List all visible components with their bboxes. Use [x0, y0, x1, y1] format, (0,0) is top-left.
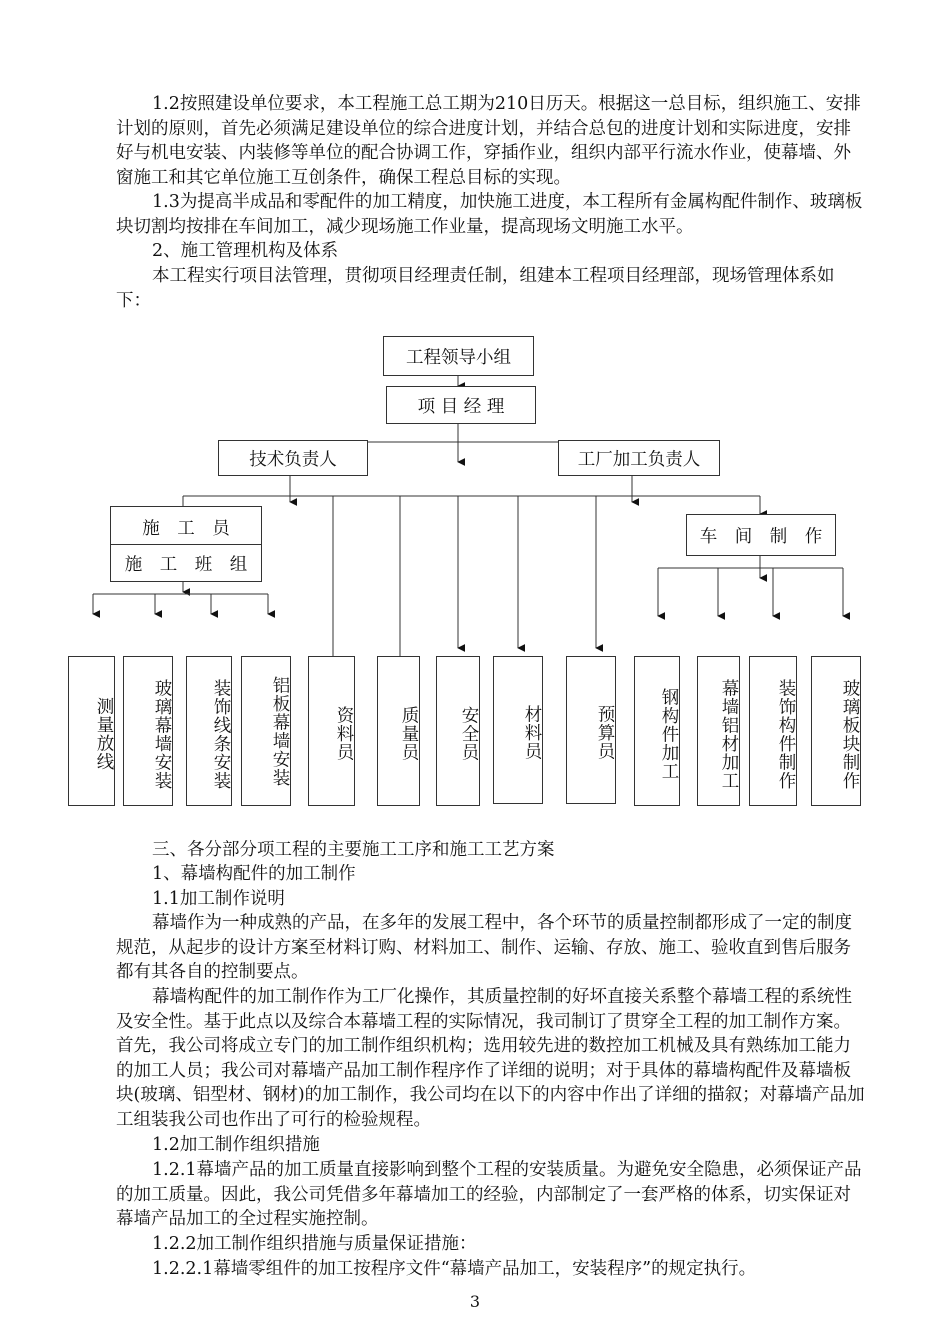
unit-box: 测量放线 — [68, 656, 115, 806]
heading-management: 2、施工管理机构及体系 — [152, 241, 339, 261]
unit-box: 质量员 — [377, 656, 420, 806]
org-construction-team: 施 工 班 组 — [110, 544, 262, 582]
unit-box: 安全员 — [436, 656, 480, 806]
paragraph-workshop: 1.3为提高半成品和零配件的加工精度，加快施工进度，本工程所有金属构配件制作、玻璃板块切割均按排在车间加工，减少现场施工作业量，提高现场文明施工水平。 — [116, 192, 863, 237]
unit-box: 钢构件加工 — [634, 656, 680, 806]
org-tech-lead: 技术负责人 — [218, 440, 368, 476]
unit-box: 装饰线条安装 — [186, 656, 232, 806]
paragraph-schedule: 1.2按照建设单位要求，本工程施工总工期为210日历天。根据这一总目标，组织施工、安排计划的原则，首先必须满足建设单位的综合进度计划，并结合总包的进度计划和实际进度，安排好与机电安装、内装修等单位的配合协调工作，穿插作业，组织内部平行流水作业，使幕墙、外窗施工和其它单位施工互创条件，确保工程总目标的实现。 — [116, 94, 861, 188]
unit-box: 预算员 — [566, 656, 616, 804]
org-workshop: 车 间 制 作 — [686, 514, 836, 556]
paragraph-management: 本工程实行项目法管理，贯彻项目经理责任制，组建本工程项目经理部，现场管理体系如下： — [116, 266, 835, 311]
org-factory-lead: 工厂加工负责人 — [558, 440, 720, 476]
heading-1-1: 1.1加工制作说明 — [152, 889, 285, 909]
unit-box: 资料员 — [308, 656, 355, 806]
unit-box: 铝板幕墙安装 — [241, 656, 291, 806]
unit-box: 材料员 — [493, 656, 543, 804]
heading-1-2: 1.2加工制作组织措施 — [152, 1135, 320, 1155]
paragraph-intro: 幕墙作为一种成熟的产品，在多年的发展工程中，各个环节的质量控制都形成了一定的制度规范，从起步的设计方案至材料订购、材料加工、制作、运输、存放、施工、验收直到售后服务都有其各自的控制要点。 — [116, 913, 852, 982]
unit-box: 玻璃幕墙安装 — [123, 656, 173, 806]
paragraph-1-2-2-1: 1.2.2.1幕墙零组件的加工按程序文件“幕墙产品加工，安装程序”的规定执行。 — [152, 1259, 757, 1279]
unit-box: 玻璃板块制作 — [811, 656, 861, 806]
page-number: 3 — [469, 1292, 481, 1311]
heading-1: 1、幕墙构配件的加工制作 — [152, 864, 356, 884]
org-constructor: 施 工 员 — [110, 506, 262, 548]
heading-1-2-2: 1.2.2加工制作组织措施与质量保证措施： — [152, 1234, 477, 1254]
unit-box: 幕墙铝材加工 — [697, 656, 740, 806]
org-project-manager: 项 目 经 理 — [386, 386, 536, 424]
org-leader-group: 工程领导小组 — [383, 336, 534, 376]
paragraph-factory: 幕墙构配件的加工制作作为工厂化操作，其质量控制的好坏直接关系整个幕墙工程的系统性及安全性。基于此点以及综合本幕墙工程的实际情况，我司制订了贯穿全工程的加工制作方案。首先，我公司将成立专门的加工制作组织机构；选用较先进的数控加工机械及具有熟练加工能力的加工人员；我公司对幕墙产品加工制作程序作了详细的说明；对于具体的幕墙构配件及幕墙板块(玻璃、铝型材、钢材)的加工制作，我公司均在以下的内容中作出了详细的描叙；对幕墙产品加工组装我公司也作出了可行的检验规程。 — [116, 987, 865, 1130]
unit-box: 装饰构件制作 — [749, 656, 797, 806]
heading-section-3: 三、各分部分项工程的主要施工工序和施工工艺方案 — [152, 840, 555, 860]
paragraph-1-2-1: 1.2.1幕墙产品的加工质量直接影响到整个工程的安装质量。为避免安全隐患，必须保证产品的加工质量。因此，我公司凭借多年幕墙加工的经验，内部制定了一套严格的体系，切实保证对幕墙产品加工的全过程实施控制。 — [116, 1160, 862, 1229]
